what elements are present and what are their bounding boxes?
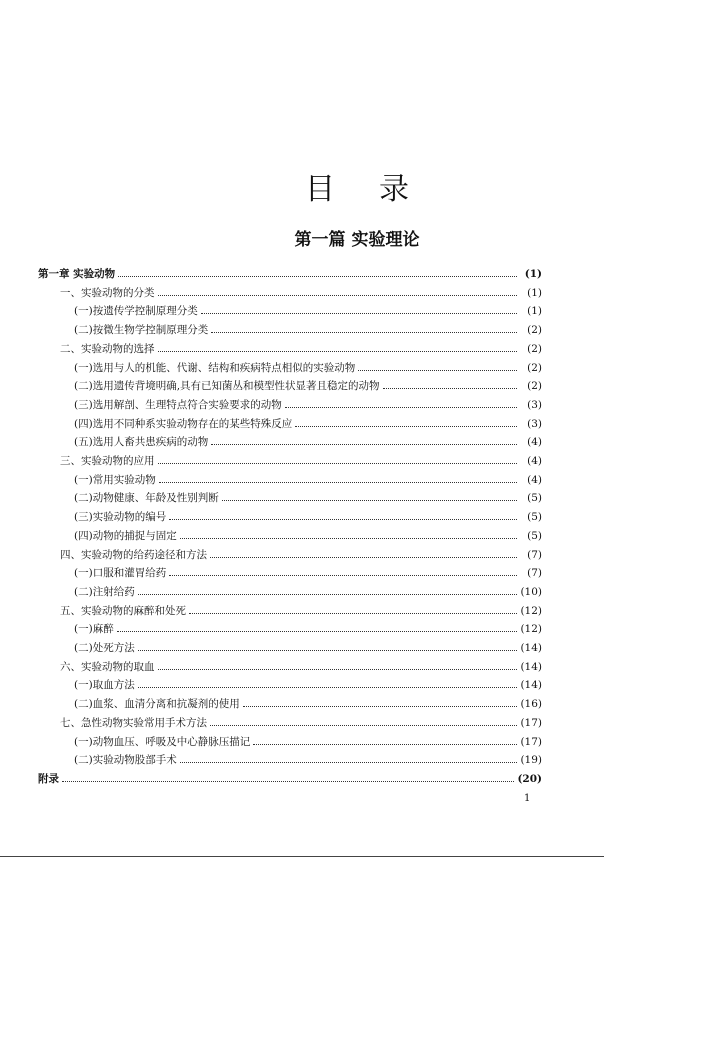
toc-entry-label: 四、实验动物的给药途径和方法 — [60, 548, 207, 561]
toc-entry-label: (二)处死方法 — [74, 642, 135, 654]
toc-entry-page: (2) — [527, 361, 542, 374]
toc-entry-page: (7) — [527, 548, 542, 561]
toc-entry — [74, 732, 542, 751]
leader-dots — [62, 769, 514, 782]
toc-entry-label: (二)注射给药 — [74, 585, 135, 598]
toc-entry-page: (3) — [527, 398, 542, 411]
leader-dots — [358, 358, 517, 371]
toc-entry — [74, 414, 542, 433]
toc-entry-label: (一)按遗传学控制原理分类 — [74, 305, 198, 318]
page-title: 目录 — [305, 172, 453, 207]
leader-dots — [138, 582, 517, 595]
toc-entry — [60, 545, 542, 564]
page-number: 1 — [524, 793, 531, 804]
toc-entry — [74, 750, 542, 769]
toc-entry-page: (17) — [520, 735, 542, 748]
toc-entry-page: (3) — [527, 417, 542, 430]
leader-dots — [189, 601, 517, 614]
toc-entry-label: 二、实验动物的选择 — [60, 342, 155, 355]
toc-entry — [60, 713, 542, 732]
leader-dots — [180, 526, 517, 539]
toc-entry-page: (12) — [520, 623, 542, 636]
leader-dots — [180, 750, 517, 763]
toc-entry-page: (1) — [527, 305, 542, 318]
toc-entry-label: (二)选用遗传背境明确,具有已知菌丛和模型性状显著且稳定的动物 — [74, 380, 380, 393]
leader-dots — [295, 414, 517, 427]
leader-dots — [210, 545, 517, 558]
toc-entry — [60, 601, 542, 620]
toc-entry-label: 六、实验动物的取血 — [60, 660, 155, 673]
toc-entry-label: (五)选用人畜共患疾病的动物 — [74, 436, 209, 449]
toc-entry-label: (二)实验动物股部手术 — [74, 754, 177, 767]
toc-entry — [60, 339, 542, 358]
bottom-rule — [0, 856, 604, 857]
toc-entry — [60, 657, 542, 676]
leader-dots — [158, 339, 518, 352]
toc-entry — [74, 526, 542, 545]
toc-entry-page: (5) — [527, 529, 542, 542]
toc-entry-page: (5) — [527, 492, 542, 505]
toc-entry — [74, 582, 542, 601]
toc-entry-page: (20) — [517, 772, 542, 785]
toc-entry — [74, 488, 542, 507]
leader-dots — [285, 395, 517, 408]
toc-entry-label: (一)动物血压、呼吸及中心静脉压描记 — [74, 735, 251, 748]
toc-entry-page: (16) — [520, 698, 542, 711]
toc-entry-page: (14) — [520, 660, 542, 673]
toc-entry-page: (1) — [524, 268, 542, 280]
leader-dots — [201, 301, 517, 314]
toc-entry — [74, 694, 542, 713]
leader-dots — [222, 488, 517, 501]
toc-entry-label: 三、实验动物的应用 — [60, 455, 155, 467]
toc-entry — [74, 395, 542, 414]
toc-entry — [38, 264, 542, 283]
toc-entry-label: (二)血浆、血清分离和抗凝剂的使用 — [74, 698, 240, 711]
leader-dots — [158, 451, 518, 464]
toc-entry-label: (一)选用与人的机能、代谢、结构和疾病特点相似的实验动物 — [74, 361, 356, 374]
toc-entry — [74, 320, 542, 339]
toc-entry-page: (4) — [527, 436, 542, 449]
leader-dots — [159, 470, 517, 483]
leader-dots — [169, 507, 517, 520]
leader-dots — [211, 432, 517, 445]
leader-dots — [158, 283, 518, 296]
leader-dots — [117, 619, 517, 632]
toc-entry-page: (4) — [527, 473, 542, 486]
toc-entry-label: (三)实验动物的编号 — [74, 511, 167, 524]
leader-dots — [138, 675, 517, 688]
toc-entry-page: (14) — [520, 679, 542, 692]
toc-entry — [38, 769, 542, 788]
toc-entry-page: (1) — [527, 286, 542, 299]
leader-dots — [169, 563, 517, 576]
toc-entry-page: (19) — [520, 754, 542, 767]
toc-entry — [60, 283, 542, 302]
toc-entry — [74, 507, 542, 526]
toc-entry — [74, 675, 542, 694]
leader-dots — [118, 264, 517, 277]
toc-entry-label: (二)按微生物学控制原理分类 — [74, 324, 209, 337]
toc-entry-page: (14) — [520, 642, 542, 654]
toc-entry-label: (四)选用不同种系实验动物存在的某些特殊反应 — [74, 417, 293, 430]
toc-entry-label: 五、实验动物的麻醉和处死 — [60, 604, 186, 617]
toc-entry-page: (2) — [527, 324, 542, 337]
toc-entry-label: 第一章 实验动物 — [38, 268, 116, 280]
leader-dots — [383, 376, 517, 389]
leader-dots — [253, 732, 517, 745]
toc-entry-page: (4) — [527, 455, 542, 467]
toc-entry — [74, 301, 542, 320]
leader-dots — [138, 638, 517, 651]
toc-entry-label: 附录 — [38, 772, 59, 785]
toc-entry-page: (17) — [520, 716, 542, 729]
leader-dots — [210, 713, 517, 726]
toc-entry-page: (5) — [527, 511, 542, 524]
toc-entry-page: (2) — [527, 342, 542, 355]
part-title: 第一篇 实验理论 — [294, 230, 420, 250]
toc-entry-page: (7) — [527, 567, 542, 580]
toc-entry-label: 七、急性动物实验常用手术方法 — [60, 716, 207, 729]
toc-entry-label: (四)动物的捕捉与固定 — [74, 529, 177, 542]
toc-entry-label: (一)取血方法 — [74, 679, 135, 692]
toc-entry-label: (一)常用实验动物 — [74, 473, 156, 486]
toc-entry — [60, 451, 542, 470]
toc-entry — [74, 376, 542, 395]
toc-entry-page: (12) — [520, 604, 542, 617]
toc-entry-label: (一)麻醉 — [74, 623, 114, 636]
leader-dots — [243, 694, 517, 707]
toc-entry — [74, 358, 542, 377]
toc-entry — [74, 619, 542, 638]
toc-entry-page: (10) — [520, 585, 542, 598]
toc-entry — [74, 563, 542, 582]
toc-entry-label: (一)口服和灌胃给药 — [74, 567, 167, 580]
leader-dots — [158, 657, 518, 670]
toc-entry-label: (二)动物健康、年龄及性别判断 — [74, 492, 219, 505]
toc-entry — [74, 638, 542, 657]
toc-entry — [74, 432, 542, 451]
toc-entry-label: 一、实验动物的分类 — [60, 286, 155, 299]
toc-entry — [74, 470, 542, 489]
leader-dots — [211, 320, 517, 333]
toc-entry-page: (2) — [527, 380, 542, 393]
toc-entry-label: (三)选用解剖、生理特点符合实验要求的动物 — [74, 398, 282, 411]
